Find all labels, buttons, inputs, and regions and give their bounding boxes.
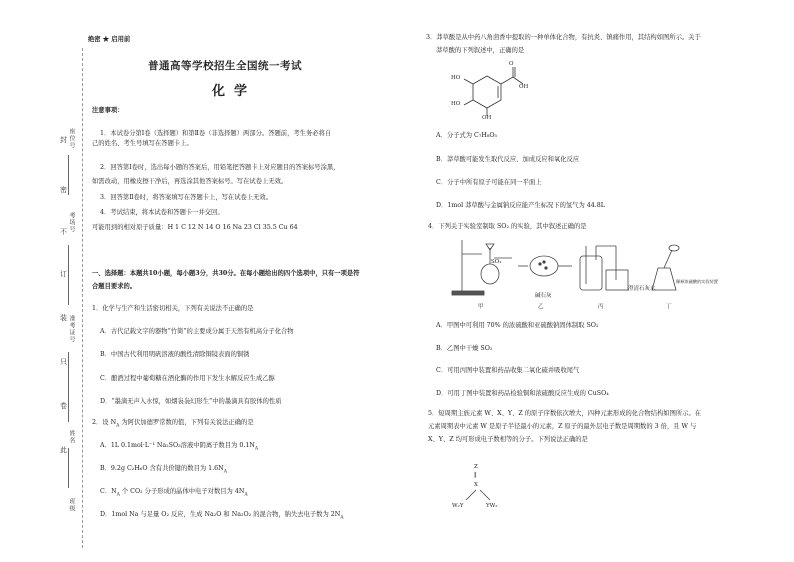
q2-option-c	[100, 488, 248, 499]
beaker	[606, 270, 628, 290]
q1-option-b: B．中国古代利用明矾溶液的酸性清除铜镜表面的铜锈	[100, 351, 250, 358]
binding-char: 密	[60, 186, 67, 194]
ring	[473, 76, 501, 108]
q3-option-c: C．分子中所有原子可能在同一平面上	[436, 179, 542, 186]
q5-yw2: YW₂	[486, 503, 498, 509]
fill-line	[68, 245, 69, 305]
q4-option-a: A．甲图中可利用 70% 的浓硫酸和亚硫酸钠固体制取 SO₂	[436, 322, 599, 329]
granule	[539, 263, 541, 265]
fill-line	[68, 155, 69, 195]
gas-bottle	[580, 256, 602, 290]
q2-option-a	[100, 442, 258, 453]
granule	[543, 261, 545, 263]
q4-stem: 4．下列关于实验室制取 SO₂ 的实验，其中叙述正确的是	[428, 223, 587, 230]
bond-ho1	[464, 79, 473, 84]
flask-jia	[481, 264, 499, 284]
stand-base	[452, 291, 484, 295]
q2-a-sub: A	[254, 446, 259, 452]
name-label: 姓名	[68, 430, 75, 444]
notes-heading: 注意事项：	[92, 107, 124, 114]
note-line: 2．回答第Ⅰ卷时，选出每小题的答案后，用铅笔把答题卡上对应题目的答案标号涂黑，	[100, 164, 340, 171]
q1-option-a: A．古代记载文字的器物“竹简”的主要成分属于天然有机高分子化合物	[100, 328, 294, 335]
label-bing: 丙	[598, 304, 604, 310]
q3-stem-1: 3．莽草酸是从中药八角茴香中提取的一种单体化合物，有抗炎、镇痛作用，其结构如图所示。关于	[426, 34, 701, 41]
section-heading-cont: 合题目要求的。	[92, 283, 137, 290]
note-line: 如需改动，用橡皮擦干净后，再选涂其他答案标号。写在试卷上无效。	[92, 178, 288, 185]
note-line: 己的姓名、考生号填写在答题卡上。	[92, 140, 193, 147]
bond-cooh	[501, 77, 513, 84]
q1-option-d: D．“墨滴无声入水惊，如烟袅袅幻形生”中的墨滴具有胶体的性质	[100, 398, 282, 405]
q3-option-b: B．莽草酸可能发生取代反应、加成反应和氧化反应	[436, 156, 580, 163]
exam-id-label: 准考证号	[68, 315, 75, 343]
q4-option-c: C．可用丙图中装置和药品收集二氧化硫并吸收尾气	[436, 367, 580, 374]
shikimic-acid-structure	[445, 64, 535, 122]
q4-apparatus	[440, 236, 720, 300]
q2-c-sub2: A	[244, 492, 248, 498]
label-alkali: 碱石灰	[535, 293, 552, 299]
binding-char: 装	[60, 314, 67, 322]
binding-char: 封	[60, 136, 67, 144]
fill-line	[68, 448, 69, 488]
class-label: 班级	[68, 498, 75, 512]
bond-right	[480, 490, 490, 500]
q2-c-tail: 个 CO₂ 分子形成的晶体中电子对数目为 4N	[119, 488, 245, 495]
fill-line	[68, 352, 69, 422]
bond-ho2	[464, 100, 473, 105]
q1-option-c: C．酿酒过程中葡萄糖在酒化酶的作用下发生水解反应生成乙醇	[100, 375, 275, 382]
drying-bulb	[530, 256, 558, 276]
binding-char: 卷	[60, 402, 67, 410]
q5-z: Z	[474, 464, 478, 470]
label-yi: 乙	[538, 304, 544, 310]
struct-oh: OH	[519, 84, 529, 90]
pour-neck	[664, 250, 672, 268]
subject-title: 化 学	[212, 84, 248, 99]
bond-oh	[513, 77, 523, 84]
q2-stem-tail: 为阿伏加德罗常数的值，下列有关说法正确的是	[119, 419, 254, 426]
q4-option-b: B．乙图中干燥 SO₂	[436, 345, 493, 352]
note-line: 1．本试卷分第Ⅰ卷（选择题）和第Ⅱ卷（非选择题）两部分。答题前，考生务必将自	[100, 130, 332, 137]
q5-w2y: W₂Y	[452, 503, 464, 509]
room-label: 考场号	[68, 212, 75, 233]
exam-title: 普通高等学校招生全国统一考试	[148, 60, 302, 72]
label-ding: 丁	[666, 304, 672, 310]
q2-c-sub1: A	[116, 492, 120, 498]
lip	[669, 245, 679, 251]
binding-char: 订	[60, 270, 67, 278]
binding-char: 只	[60, 358, 67, 366]
binding-char: 此	[60, 446, 67, 454]
binding-char: 不	[60, 228, 67, 236]
q5-double: ‖	[474, 472, 477, 478]
q4-option-d: D．可用丁图中装置和药品检验铜和浓硫酸反应生成的 CuSO₄	[436, 390, 609, 397]
q2-option-d	[100, 511, 344, 522]
q5-stem-3: X、Y、Z 均可形成电子数相等的分子。下列说法正确的是	[428, 436, 588, 443]
q2-a-text: A．1L 0.1mol·L⁻¹ Na₂SO₃溶液中阴离子数目为 0.1N	[100, 442, 255, 449]
q2-d-sub: A	[340, 515, 344, 521]
binding-line	[82, 48, 83, 548]
note-line: 4．考试结束，将本试卷和答题卡一并交回。	[100, 209, 224, 216]
q3-option-d: D．1mol 莽草酸与金属钠反应能产生标况下的氢气为 44.8L	[436, 202, 605, 209]
q2-d-text: D．1mol Na 与足量 O₂ 反应，生成 Na₂O 和 Na₂O₂ 的混合物，钠失去电子数为 2N	[100, 511, 341, 518]
q1-stem: 1．化学与生产和生活密切相关，下列有关说法不正确的是	[92, 305, 254, 312]
q3-option-a: A．分子式为 C₇H₈O₅	[436, 132, 498, 139]
label-so2: SO₂	[491, 259, 502, 265]
q2-c-head: C．N	[100, 488, 117, 495]
q5-stem-2: 元素周期表中元素 W 是原子半径最小的元素，Z 原子的最外层电子数是周期数的 3 倍，且 W 与	[428, 423, 697, 430]
seat-label: 座位号	[68, 128, 75, 149]
q2-option-b	[100, 465, 227, 476]
q2-b-sub: A	[223, 469, 227, 475]
section-heading: 一、选择题：本题共10小题，每小题3分，共30分。在每小题给出的四个选项中，只有一项是符	[92, 270, 360, 277]
q5-stem-1: 5．短周期主族元素 W、X、Y、Z 的原子序数依次增大，四种元素形成的化合物结构如图所示。在	[428, 410, 702, 417]
label-jia: 甲	[478, 304, 484, 310]
struct-ho2: HO	[451, 101, 461, 107]
label-note: 稀释浓硫酸的实验装置	[676, 279, 718, 284]
struct-ho1: HO	[451, 75, 461, 81]
struct-oh2: OH	[482, 115, 492, 121]
note-line: 3．回答第Ⅱ卷时，将答案填写在答题卡上，写在试卷上无效。	[100, 194, 273, 201]
granule	[545, 267, 547, 269]
bond-left	[466, 490, 476, 500]
q3-stem-2: 莽草酸的下列叙述中，正确的是	[436, 47, 525, 54]
secret-label: 绝密 ★ 启用前	[88, 36, 131, 43]
q2-b-text: B．9.2g C₂H₆O 含有共价键的数目为 1.6N	[100, 465, 224, 472]
q2-stem-head: 2．设 N	[92, 419, 117, 426]
q5-bonds	[460, 488, 500, 504]
q2-stem-sub: A	[116, 423, 120, 429]
note-line: 可能用到的相对原子质量：H 1 C 12 N 14 O 16 Na 23 Cl 35.5 Cu 64	[92, 224, 298, 231]
q2-stem	[92, 419, 254, 430]
struct-o: O	[509, 61, 514, 67]
q5-x: X	[474, 482, 478, 488]
label-lime: 澄清石灰水	[628, 286, 656, 292]
